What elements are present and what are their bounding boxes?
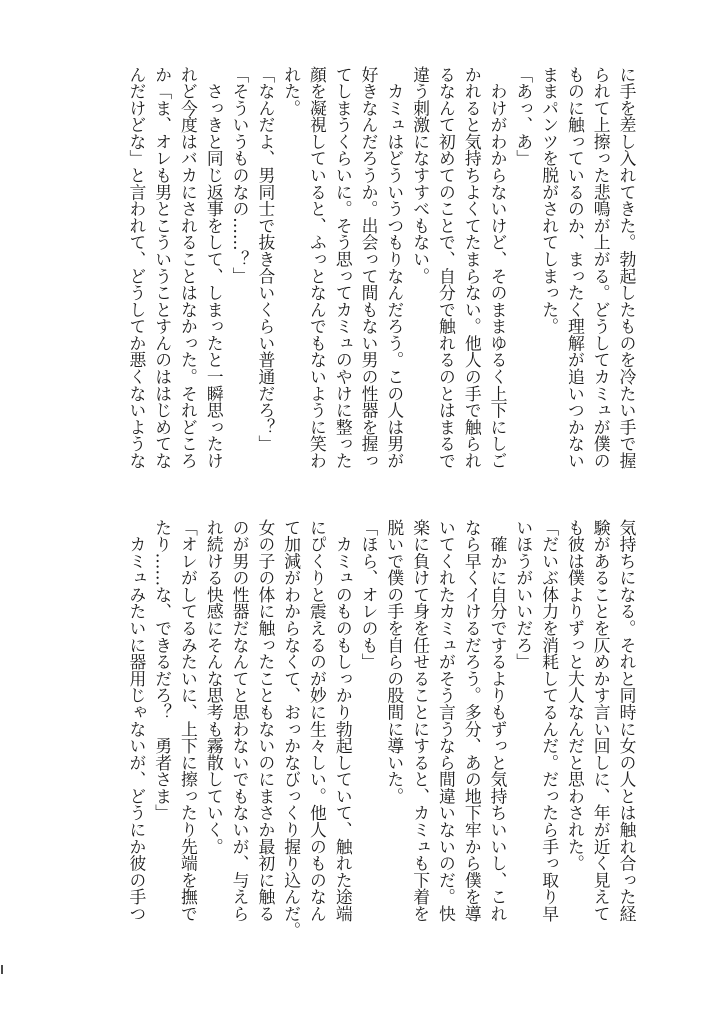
text-line: 顔を凝視していると、ふっとなんでもないように笑わ <box>307 66 328 469</box>
text-line: ままパンツを脱がされてしまった。 <box>539 66 560 335</box>
text-line: カミュのものもしっかり勃起していて、触れた途端 <box>333 519 354 922</box>
text-line: 気持ちになる。それと同時に女の人とは触れ合った経 <box>617 519 637 922</box>
text-line: れど今度はバカにされることはなかった。それどころ <box>178 66 199 469</box>
upper-text-block <box>123 66 639 470</box>
text-line: カミュみたいに器用じゃないが、どうにか彼の手つ <box>126 519 147 922</box>
dialogue-line: 「なんだよ、男同士で抜き合いくらい普通だろ？」 <box>255 66 276 453</box>
page-number-fragment <box>1 965 3 974</box>
text-line: 確かに自分でするよりもずっと気持ちいいし、これ <box>488 519 509 922</box>
text-line: 楽に負けて身を任せることにすると、カミュも下着を <box>410 519 431 922</box>
text-line: 好きなんだろうか。出会って間もない男の性器を握っ <box>359 66 380 469</box>
text-line: 違う刺激になすすべもない。 <box>410 66 431 285</box>
text-line: カミュはどういうつもりなんだろう。この人は男が <box>384 66 405 469</box>
text-line: いてくれたカミュがそう言うなら間違いないのだ。快 <box>436 519 457 922</box>
text-line: も彼は僕よりずっと大人なんだと思わされた。 <box>565 519 586 872</box>
text-line: わけがわからないけど、そのままゆるく上下にしご <box>488 66 509 469</box>
text-line: られて上擦った悲鳴が上がる。どうしてカミュが僕の <box>591 66 612 469</box>
lower-text-block <box>123 519 639 939</box>
text-line: んだけどな」と言われて、どうしてか悪くないような <box>126 66 147 469</box>
dialogue-line: 「ほら、オレのも」 <box>359 519 380 671</box>
dialogue-line: 「そういうものなの……？」 <box>230 66 251 285</box>
text-line: ものに触っているのか、まったく理解が追いつかない <box>565 66 586 469</box>
text-line: か「ま、オレも男とこういうことすんのははじめてな <box>152 66 173 469</box>
dialogue-line: 「だいぶ体力を消耗してるんだ。だったら手っ取り早 <box>539 519 560 922</box>
text-line: れ続ける快感にそんな思考も霧散していく。 <box>204 519 225 855</box>
text-line: 女の子の体に触ったこともないのにまさか最初に触る <box>255 519 276 922</box>
text-line: れた。 <box>281 66 302 117</box>
dialogue-line: たり……な、できるだろ？ 勇者さま」 <box>152 519 173 822</box>
text-line: 験があることを仄めかす言い回しに、年が近く見えて <box>591 519 612 922</box>
text-line: のが男の性器だなんてと思わないでもないが、与えら <box>230 519 251 922</box>
dialogue-line: いほうがいいだろ」 <box>513 519 534 671</box>
text-line: にぴくりと震えるのが妙に生々しい。他人のものなん <box>307 519 328 922</box>
text-line: 脱いで僕の手を自らの股間に導いた。 <box>384 519 405 805</box>
dialogue-line: 「オレがしてるみたいに、上下に擦ったり先端を撫で <box>178 519 199 922</box>
text-line: に手を差し入れてきた。勃起したものを冷たい手で握 <box>617 66 637 469</box>
text-line: かれると気持ちよくてたまらない。他人の手で触られ <box>462 66 483 469</box>
dialogue-line: 「あっ、あ」 <box>513 66 534 167</box>
text-line: さっきと同じ返事をして、しまったと一瞬思ったけ <box>204 66 225 469</box>
text-line: てしまうくらいに。そう思ってカミュのやけに整った <box>333 66 354 469</box>
text-line: なら早くイけるだろう。多分、あの地下牢から僕を導 <box>462 519 483 922</box>
text-line: るなんて初めてのことで、自分で触れるのとはまるで <box>436 66 457 469</box>
text-line: て加減がわからなくて、おっかなびっくり握り込んだ。 <box>281 519 302 939</box>
